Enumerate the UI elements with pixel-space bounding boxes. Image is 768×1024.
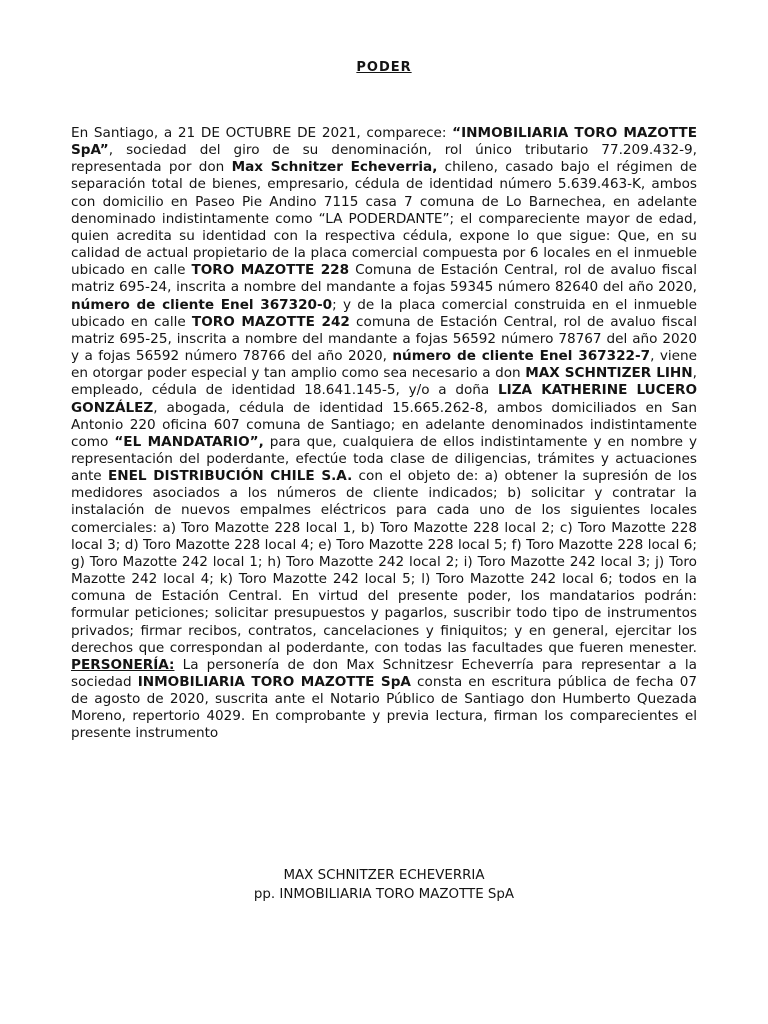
agent-name-2: LIZA KATHERINE LUCERO GONZÁLEZ <box>71 382 697 416</box>
personeria-heading: PERSONERÍA: <box>71 656 175 673</box>
text-segment: con el objeto de: a) obtener la supresión de los medidores asociados a los números de cliente indicados; b) solicitar y contratar la instalación de nuevos empalmes eléctricos para cada uno de los siguientes locales comerciales: a) Toro Mazotte 228 local 1, b) Toro Mazotte 228 local 2; c) Toro Mazotte 228 local 3; d) Toro Mazotte 228 local 4; e) Toro Mazotte 228 local 5; f) Toro Mazotte 228 local 6; g) Toro Mazotte 242 local 1; h) Toro Mazotte 242 local 2; i) Toro Mazotte 242 local 3; j) Toro Mazotte 242 local 4; k) Toro Mazotte 242 local 5; l) Toro Mazotte 242 local 6; todos en la comuna de Estación Central. En virtud del presente poder, los mandatarios podrán: formular peticiones; solicitar presupuestos y pagarlos, suscribir todo tipo de instrumentos privados; firmar recibos, contratos, cancelaciones y finiquitos; y en general, ejercitar los derechos que correspondan al poderdante, con todas las facultades que fueren menester. <box>71 468 697 656</box>
text-segment: , abogada, cédula de identidad 15.665.262-8, ambos domiciliados en San Antonio 220 oficina 607 comuna de Santiago; en adelante denominados indistintamente como <box>71 399 697 450</box>
signature-name: MAX SCHNITZER ECHEVERRIA <box>283 868 485 883</box>
company-name: INMOBILIARIA TORO MAZOTTE SpA <box>137 674 411 690</box>
utility-company: ENEL DISTRIBUCIÓN CHILE S.A. <box>107 468 353 485</box>
text-segment: , sociedad del giro de su denominación, rol único tributario 77.209.432-9, representada por don <box>71 142 697 176</box>
text-segment: consta en escritura pública de fecha 07 de agosto de 2020, suscrita ante el Notario Público de Santiago don Humberto Quezada Moreno, repertorio 4029. En comprobante y previa lectura, firman los comparecientes el presente instrumento <box>71 674 697 742</box>
representative-name: Max Schnitzer Echeverria, <box>231 159 438 176</box>
text-segment: chileno, casado bajo el régimen de separación total de bienes, empresario, cédula de identidad número 5.639.463-K, ambos con domicilio en Paseo Pie Andino 7115 casa 7 comuna de Lo Barnechea, en adelante denominado indistintamente como “LA PODERDANTE”; el compareciente mayor de edad, quien acredita su identidad con la respectiva cédula, expone lo que sigue: Que, en su calidad de actual propietario de la placa comercial compuesta por 6 locales en el inmueble ubicado en calle <box>71 159 697 279</box>
client-number-228: número de cliente Enel 367320-0 <box>71 296 333 313</box>
text-segment: En Santiago, a 21 DE OCTUBRE DE 2021, comparece: <box>71 125 453 141</box>
client-number-242: número de cliente Enel 367322-7 <box>392 348 651 365</box>
agent-name-1: MAX SCHNTIZER LIHN <box>525 365 693 382</box>
document-body <box>71 125 697 743</box>
text-segment: para que, cualquiera de ellos indistintamente y en nombre y representación del poderdante, efectúe toda clase de diligencias, trámites y actuaciones ante <box>71 433 698 485</box>
agent-designation: “EL MANDATARIO”, <box>114 433 264 450</box>
signature-company: pp. INMOBILIARIA TORO MAZOTTE SpA <box>253 887 515 902</box>
text-segment: comuna de Estación Central, rol de avaluo fiscal matriz 695-25, inscrita a nombre del mandante a fojas 56592 número 78767 del año 2020 y a fojas 56592 número 78766 del año 2020, <box>71 313 697 365</box>
text-segment: Comuna de Estación Central, rol de avaluo fiscal matriz 695-24, inscrita a nombre del mandante a fojas 59345 número 82640 del año 2020, <box>71 262 697 296</box>
document-title: PODER <box>356 60 412 75</box>
property-address-242: TORO MAZOTTE 242 <box>191 313 350 330</box>
signature-block <box>0 866 768 904</box>
property-address-228: TORO MAZOTTE 228 <box>191 262 350 279</box>
text-segment: La personería de don Max Schnitzesr Echeverría para representar a la sociedad <box>71 656 697 690</box>
text-segment: , empleado, cédula de identidad 18.641.145-5, y/o a doña <box>71 365 697 399</box>
text-segment: , viene en otorgar poder especial y tan amplio como sea necesario a don <box>71 348 697 382</box>
text-segment: ; y de la placa comercial construida en el inmueble ubicado en calle <box>71 296 697 330</box>
company-name: “INMOBILIARIA TORO MAZOTTE SpA” <box>71 125 697 159</box>
